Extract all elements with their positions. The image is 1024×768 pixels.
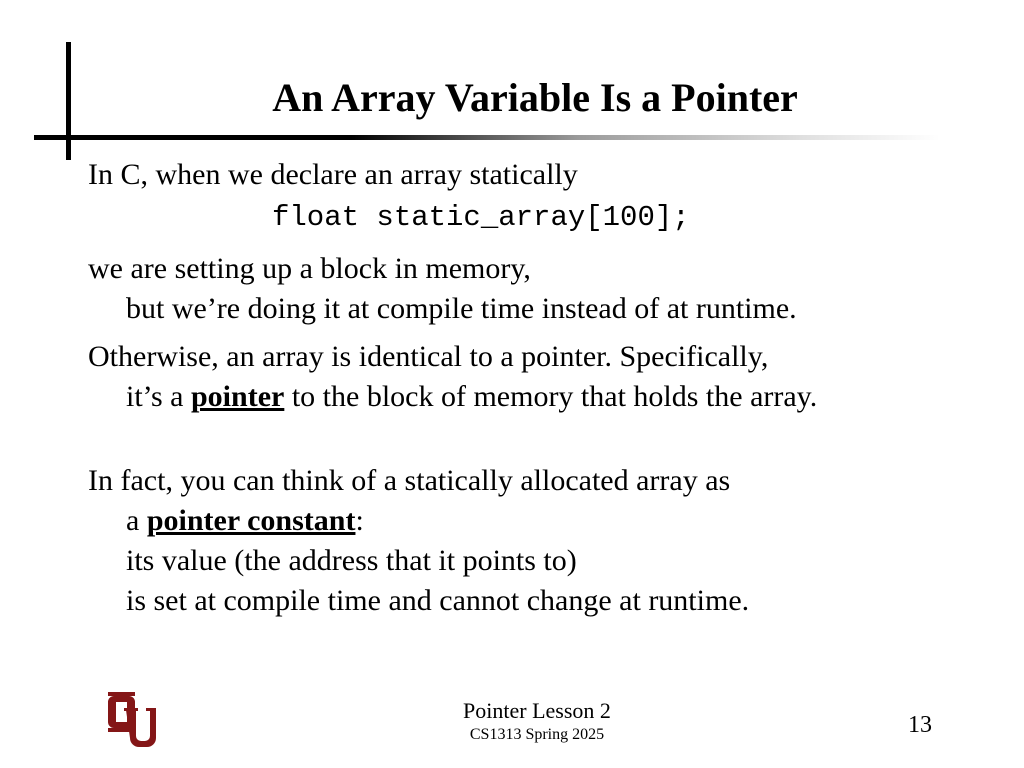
body-line-indented: its value (the address that it points to) — [126, 544, 577, 577]
text-fragment: to the block of memory that holds the array. — [284, 380, 818, 413]
paragraph-block-memory — [88, 249, 988, 329]
body-line-indented: is set at compile time and cannot change at runtime. — [126, 584, 750, 617]
footer-lesson: Pointer Lesson 2 — [463, 698, 611, 723]
ou-logo-icon — [108, 688, 156, 752]
code-line: float static_array[100]; — [272, 201, 690, 234]
footer-course: CS1313 Spring 2025 — [469, 726, 605, 743]
text-fragment: : — [355, 504, 364, 537]
body-line-indented: but we’re doing it at compile time instead of at runtime. — [126, 292, 797, 325]
text-fragment: it’s a — [126, 380, 191, 413]
body-line: Otherwise, an array is identical to a pointer. Specifically, — [88, 340, 769, 373]
text-fragment: a — [126, 504, 147, 537]
slide-body — [88, 155, 988, 621]
slide-footer — [380, 698, 694, 746]
paragraph-pointer-constant — [88, 461, 988, 621]
body-line-indented — [88, 501, 988, 541]
decorative-horizontal-rule — [34, 135, 940, 140]
decorative-vertical-rule — [66, 42, 71, 160]
body-line: we are setting up a block in memory, — [88, 252, 531, 285]
page-number: 13 — [908, 712, 932, 738]
body-line: In fact, you can think of a statically allocated array as — [88, 464, 731, 497]
paragraph-identical-pointer — [88, 337, 988, 417]
term-pointer-constant: pointer constant — [146, 504, 356, 537]
body-line-indented — [88, 377, 988, 417]
term-pointer: pointer — [191, 380, 285, 413]
slide-title: An Array Variable Is a Pointer — [272, 75, 798, 120]
body-line: In C, when we declare an array statically — [88, 158, 578, 191]
paragraph-declare — [88, 155, 988, 241]
